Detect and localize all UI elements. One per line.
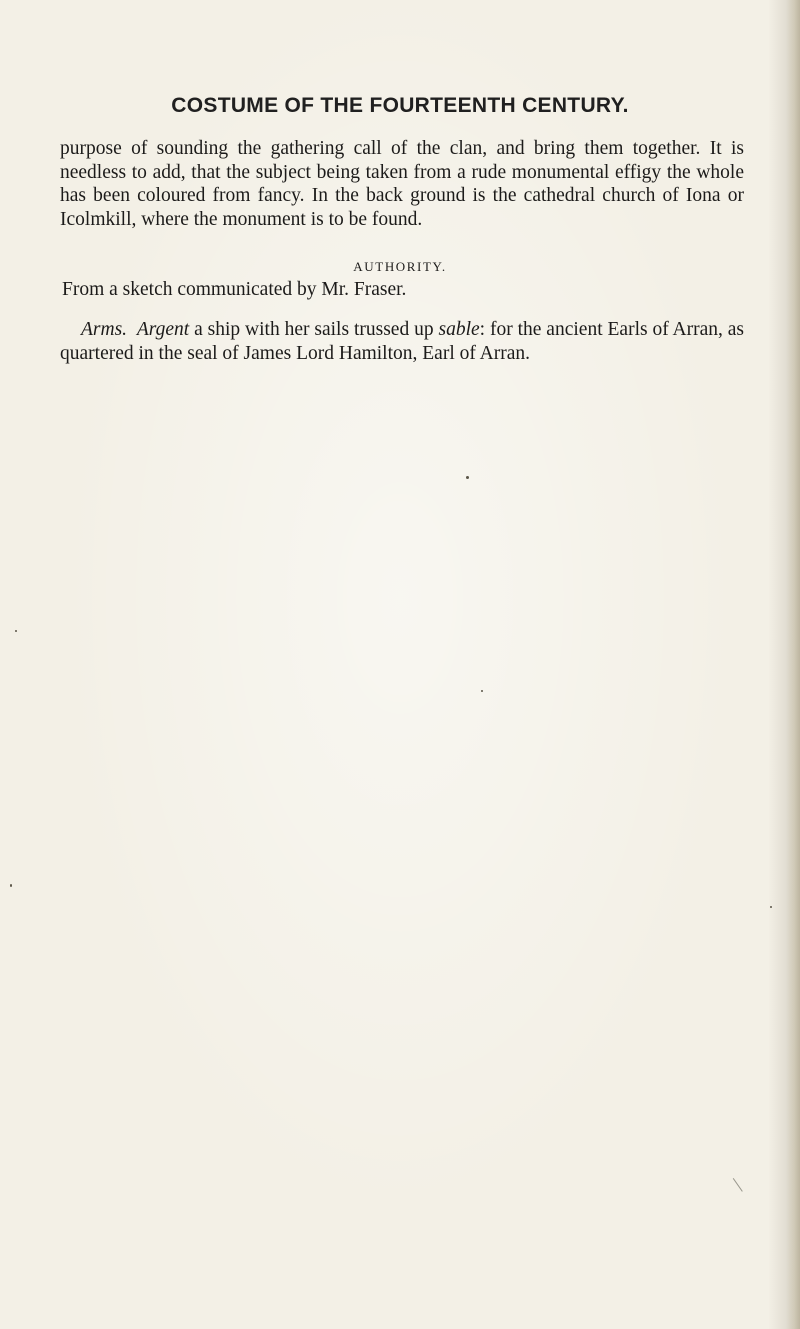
arms-paragraph — [60, 318, 744, 365]
paper-speck — [466, 476, 469, 479]
body-paragraph: purpose of sounding the gathering call of the clan, and bring them together. It is needless to add, that the subject being taken from a rude monumental effigy the whole has been coloured from fancy. In the back ground is the cathedral church of Iona or Icolmkill, where the monument is to be found. — [60, 138, 744, 230]
arms-sable: sable — [438, 319, 480, 340]
arms-text-b: : for the ancient Earls of Arran, as quartered in the seal of James Lord Hamilton, Earl of Arran. — [60, 319, 745, 364]
paper-speck — [770, 906, 772, 908]
paper-speck — [481, 690, 483, 692]
authority-text: From a sketch communicated by Mr. Fraser. — [62, 279, 407, 300]
page-edge-shadow — [786, 0, 800, 1329]
paper-mark — [733, 1176, 745, 1191]
paper-speck — [10, 884, 12, 887]
authority-heading: AUTHORITY. — [353, 259, 447, 274]
paper-speck — [15, 630, 17, 632]
arms-text-a: a ship with her sails trussed up — [189, 319, 439, 340]
running-head: COSTUME OF THE FOURTEENTH CENTURY. — [171, 94, 629, 117]
arms-label: Arms. — [81, 319, 128, 340]
arms-tincture: Argent — [136, 319, 190, 340]
